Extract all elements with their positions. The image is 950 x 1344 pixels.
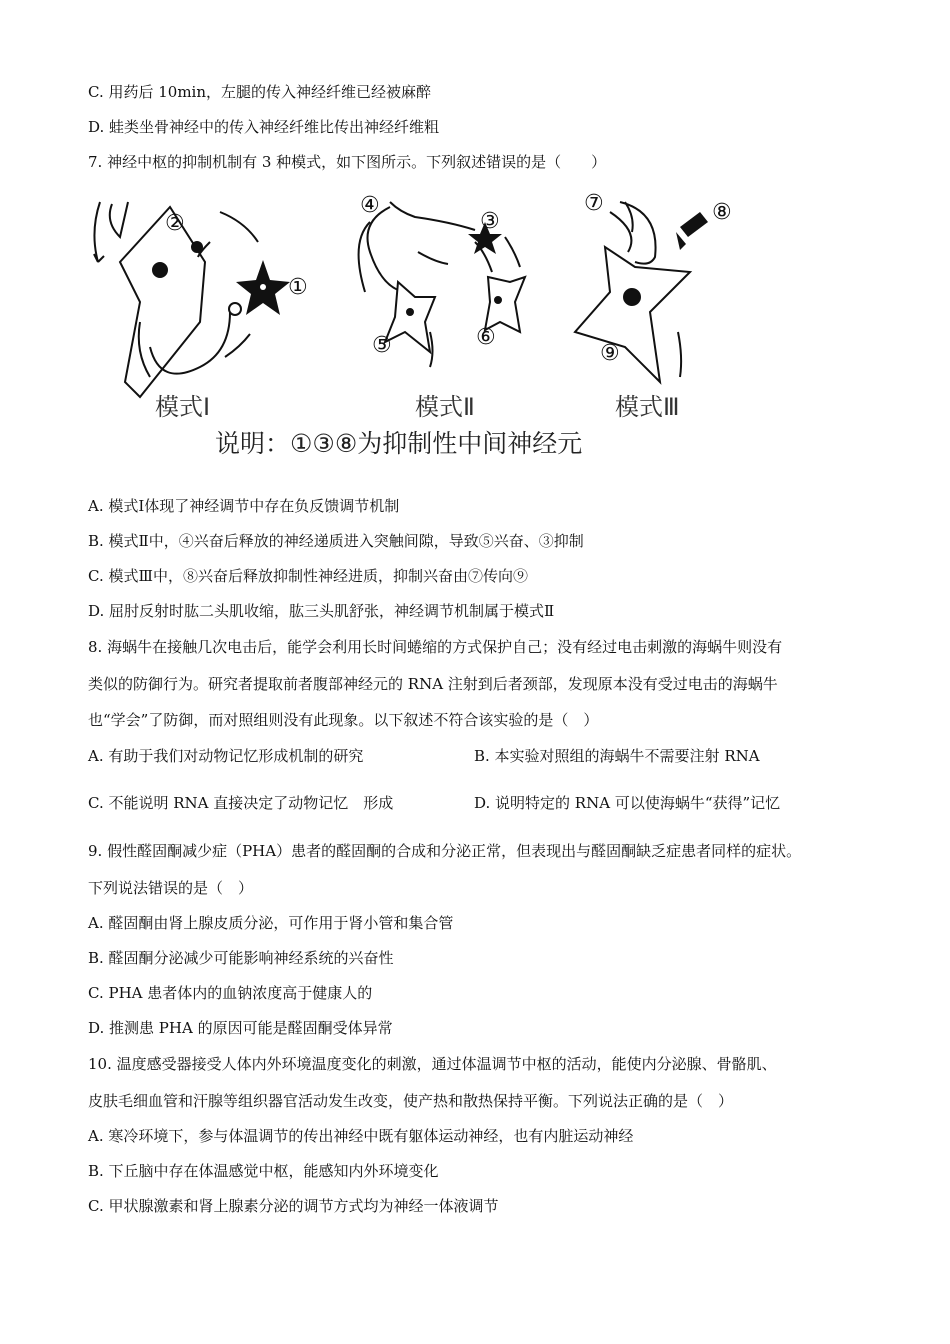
q9-stem-line2: 下列说法错误的是（ ） xyxy=(88,879,254,897)
q9-option-d: D. 推测患 PHA 的原因可能是醛固酮受体异常 xyxy=(88,1019,393,1037)
q8-option-c: C. 不能说明 RNA 直接决定了动物记忆 形成 xyxy=(88,794,394,812)
label-n6: ⑥ xyxy=(476,325,496,350)
q8-option-b: B. 本实验对照组的海蜗牛不需要注射 RNA xyxy=(474,747,760,765)
label-n7: ⑦ xyxy=(584,191,604,216)
label-n4: ④ xyxy=(360,193,380,218)
q10-stem-line1: 10. 温度感受器接受人体内外环境温度变化的刺激，通过体温调节中枢的活动，能使内分泌腺、骨骼肌、 xyxy=(88,1055,777,1073)
q7-option-c: C. 模式Ⅲ中，⑧兴奋后释放抑制性神经进质，抑制兴奋由⑦传向⑨ xyxy=(88,567,528,585)
q7-option-a: A. 模式Ⅰ体现了神经调节中存在负反馈调节机制 xyxy=(88,497,400,515)
q8-stem-line1: 8. 海蜗牛在接触几次电击后，能学会利用长时间蜷缩的方式保护自己；没有经过电击刺激的海蜗牛则没有 xyxy=(88,638,783,656)
q10-option-c: C. 甲状腺激素和肾上腺素分泌的调节方式均为神经一体液调节 xyxy=(88,1197,499,1215)
q7-stem: 7. 神经中枢的抑制机制有 3 种模式，如下图所示。下列叙述错误的是（ ） xyxy=(88,153,607,171)
q6-option-d: D. 蛙类坐骨神经中的传入神经纤维比传出神经纤维粗 xyxy=(88,118,440,136)
label-n8: ⑧ xyxy=(712,200,732,225)
mode3-diagram xyxy=(575,202,690,382)
q9-option-c: C. PHA 患者体内的血钠浓度高于健康人的 xyxy=(88,984,373,1002)
label-n5: ⑤ xyxy=(372,333,392,358)
q8-option-a: A. 有助于我们对动物记忆形成机制的研究 xyxy=(88,747,364,765)
q8-option-d: D. 说明特定的 RNA 可以使海蜗牛“获得”记忆 xyxy=(474,794,781,812)
q7-option-b: B. 模式Ⅱ中，④兴奋后释放的神经递质进入突触间隙，导致⑤兴奋、③抑制 xyxy=(88,532,584,550)
label-n9: ⑨ xyxy=(600,341,620,366)
q7-option-d: D. 屈肘反射时肱二头肌收缩，肱三头肌舒张，神经调节机制属于模式Ⅱ xyxy=(88,602,555,620)
q9-option-b: B. 醛固酮分泌减少可能影响神经系统的兴奋性 xyxy=(88,949,394,967)
q10-option-b: B. 下丘脑中存在体温感觉中枢，能感知内外环境变化 xyxy=(88,1162,439,1180)
figure-note: 说明：①③⑧为抑制性中间神经元 xyxy=(215,429,583,458)
mode1-label: 模式Ⅰ xyxy=(155,393,211,421)
label-n2: ② xyxy=(165,211,185,236)
label-n1: ① xyxy=(288,275,308,300)
label-n3: ③ xyxy=(480,209,500,234)
q8-stem-line3: 也“学会”了防御，而对照组则没有此现象。以下叙述不符合该实验的是（ ） xyxy=(88,711,599,729)
q9-stem-line1: 9. 假性醛固酮减少症（PHA）患者的醛固酮的合成和分泌正常，但表现出与醛固酮缺乏症患者同样的症状。 xyxy=(88,842,802,860)
mode3-inhibitory-terminal xyxy=(680,212,708,237)
q10-stem-line2: 皮肤毛细血管和汗腺等组织器官活动发生改变，使产热和散热保持平衡。下列说法正确的是（ ） xyxy=(88,1092,734,1110)
inhibition-modes-figure xyxy=(80,182,760,472)
mode2-label: 模式Ⅱ xyxy=(415,393,475,421)
q9-option-a: A. 醛固酮由肾上腺皮质分泌，可作用于肾小管和集合管 xyxy=(88,914,454,932)
q10-option-a: A. 寒冷环境下，参与体温调节的传出神经中既有躯体运动神经，也有内脏运动神经 xyxy=(88,1127,634,1145)
q8-stem-line2: 类似的防御行为。研究者提取前者腹部神经元的 RNA 注射到后者颈部，发现原本没有受过电击的海蜗牛 xyxy=(88,675,778,693)
q6-option-c: C. 用药后 10min，左腿的传入神经纤维已经被麻醉 xyxy=(88,83,432,101)
mode3-label: 模式Ⅲ xyxy=(615,393,680,421)
